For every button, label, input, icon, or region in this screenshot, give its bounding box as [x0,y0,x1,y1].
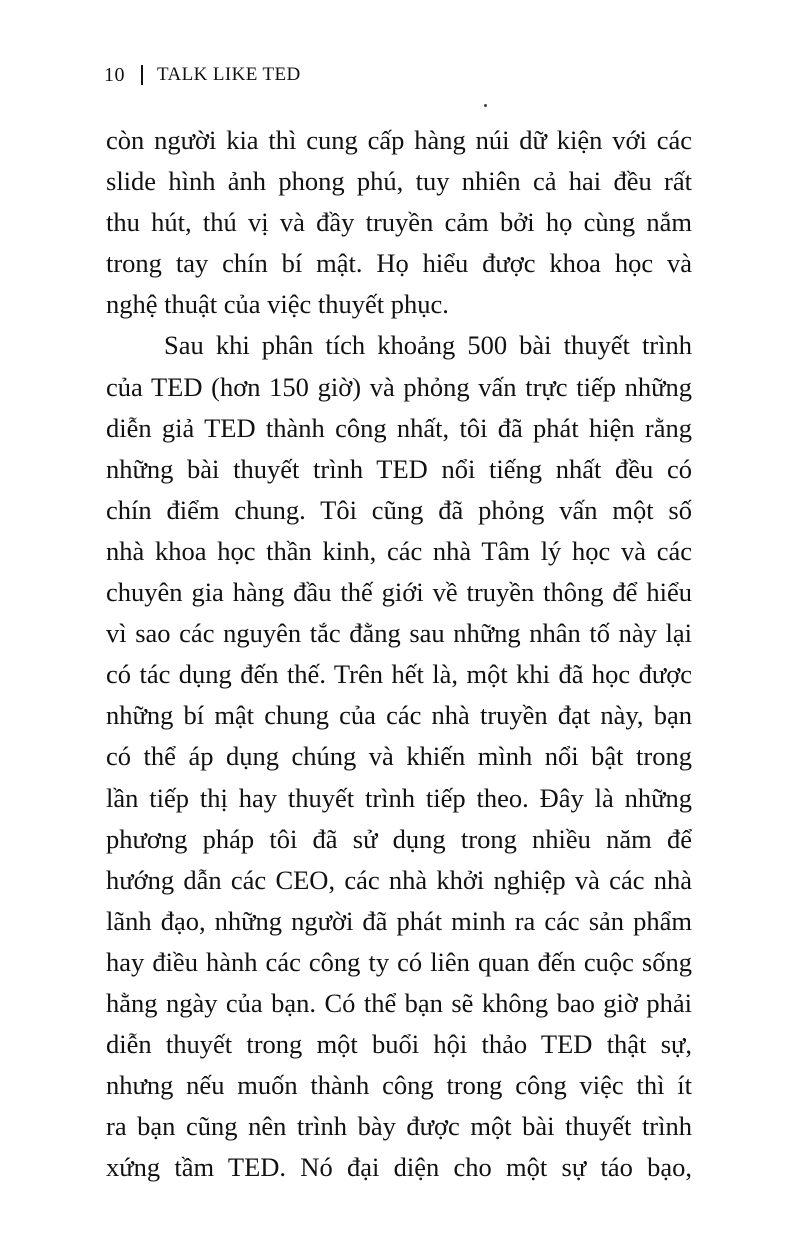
text-line: phương pháp tôi đã sử dụng trong nhiều năm để [106,823,692,854]
running-header [104,60,301,90]
text-line: vì sao các nguyên tắc đằng sau những nhân tố này lại [106,618,692,649]
book-title: TALK LIKE TED [157,64,301,85]
text-line: của TED (hơn 150 giờ) và phỏng vấn trực tiếp những [106,371,692,402]
text-line: xứng tầm TED. Nó đại diện cho một sự táo bạo, [106,1152,692,1183]
text-line: hằng ngày của bạn. Có thể bạn sẽ không bao giờ phải [106,987,692,1018]
paragraph-1 [106,120,692,325]
print-speck [484,104,487,107]
text-line: diễn giả TED thành công nhất, tôi đã phát hiện rằng [106,412,692,443]
text-line: lãnh đạo, những người đã phát minh ra các sản phẩm [106,905,692,936]
text-line: nghệ thuật của việc thuyết phục. [106,289,449,320]
text-line: có thể áp dụng chúng và khiến mình nổi bật trong [106,741,692,772]
text-line: ra bạn cũng nên trình bày được một bài thuyết trình [106,1111,692,1142]
text-line: những bài thuyết trình TED nổi tiếng nhất đều có [106,453,692,484]
body-text [106,120,692,1188]
text-line: có tác dụng đến thế. Trên hết là, một khi đã học được [106,659,692,690]
text-line: thu hút, thú vị và đầy truyền cảm bởi họ cùng nắm [106,207,692,238]
text-line: Sau khi phân tích khoảng 500 bài thuyết trình [164,330,692,361]
page-number: 10 [104,63,125,86]
header-separator [141,65,143,85]
text-line: còn người kia thì cung cấp hàng núi dữ kiện với các [106,125,692,155]
text-line: slide hình ảnh phong phú, tuy nhiên cả hai đều rất [106,166,692,197]
text-line: trong tay chín bí mật. Họ hiểu được khoa học và [106,248,692,279]
text-line: hay điều hành các công ty có liên quan đến cuộc sống [106,946,692,977]
text-line: hướng dẫn các CEO, các nhà khởi nghiệp và các nhà [106,864,692,895]
text-line: những bí mật chung của các nhà truyền đạt này, bạn [106,700,692,731]
paragraph-2 [106,325,692,1188]
text-line: diễn thuyết trong một buổi hội thảo TED thật sự, [106,1029,692,1060]
text-line: nhưng nếu muốn thành công trong công việc thì ít [106,1070,692,1101]
text-line: lần tiếp thị hay thuyết trình tiếp theo. Đây là những [106,782,692,813]
text-line: chín điểm chung. Tôi cũng đã phỏng vấn một số [106,494,692,525]
text-line: chuyên gia hàng đầu thế giới về truyền thông để hiểu [106,577,692,608]
text-line: nhà khoa học thần kinh, các nhà Tâm lý học và các [106,535,692,566]
